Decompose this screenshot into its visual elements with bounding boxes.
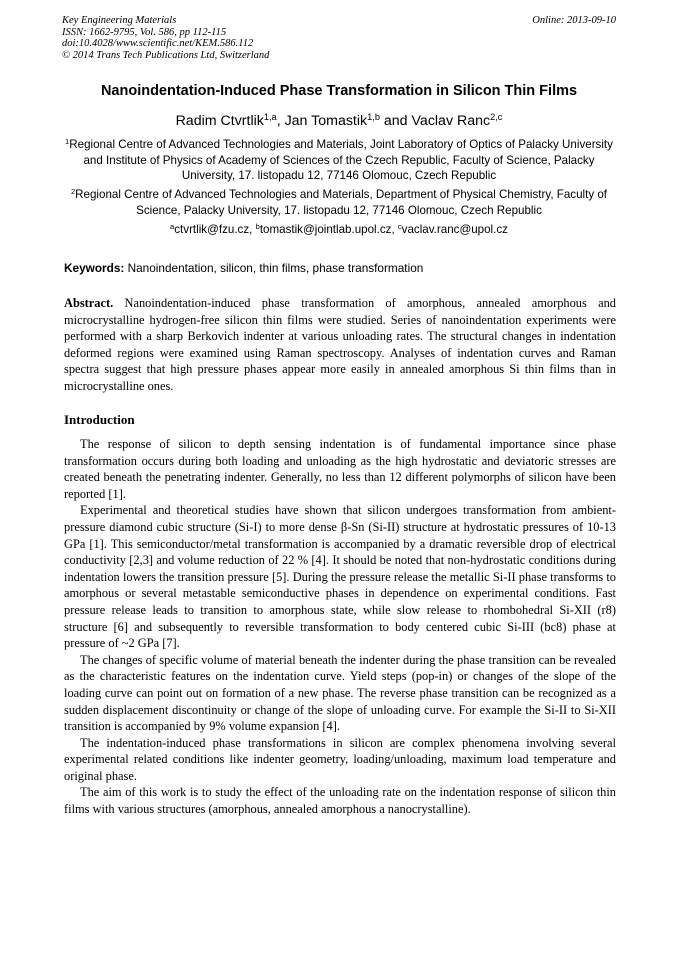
author-sup: 1,b [367, 111, 380, 122]
author: Radim Ctvrtlik$^{1,a}$, [175, 111, 285, 129]
copyright-line: © 2014 Trans Tech Publications Ltd, Switzerland [62, 49, 270, 61]
abstract-label: Abstract. [64, 296, 114, 310]
author: Jan Tomastik$^{1,b}$ and [284, 111, 412, 129]
affiliation-text: Regional Centre of Advanced Technologies and Materials, Department of Physical Chemistry, Faculty of Science, Palacky University, 17. listopadu 12, 77146 Olomouc, Czech Republic [75, 188, 608, 217]
email-link[interactable]: vaclav.ranc@upol.cz [401, 223, 508, 236]
affiliation-text: Regional Centre of Advanced Technologies and Materials, Joint Laboratory of Optics of Palacky University and Institute of Physics of Academy of Sciences of the Czech Republic, Faculty of Science, Palacky University, 17. listopadu 12, 77146 Olomouc, Czech Republic [69, 138, 613, 182]
affiliation-sup: 2 [70, 186, 76, 196]
issn-line: ISSN: 1662-9795, Vol. 586, pp 112-115 [62, 26, 227, 38]
author-name: Vaclav Ranc [411, 113, 491, 129]
journal-header [62, 15, 616, 61]
author-list [40, 112, 638, 130]
keywords [64, 260, 616, 276]
section-heading-introduction: Introduction [64, 412, 135, 427]
paper-title: Nanoindentation-Induced Phase Transformation in Silicon Thin Films [100, 83, 578, 99]
email-list: $^a$ctvrtlik@fzu.cz, $^b$tomastik@jointlab.upol.cz, $^c$vaclav.ranc@upol.cz [170, 221, 508, 236]
author-sup: 2,c [490, 111, 503, 122]
author-name: Radim Ctvrtlik [175, 113, 264, 129]
abstract [64, 295, 616, 395]
affiliation-1 [62, 137, 616, 184]
keywords-label: Keywords: [64, 261, 125, 275]
author-name: Jan Tomastik [284, 113, 368, 129]
doi-line: doi:10.4028/www.scientific.net/KEM.586.112 [62, 38, 254, 49]
paragraph: The aim of this work is to study the effect of the unloading rate on the indentation response of silicon thin films with various structures (amorphous, annealed amorphous a nanocrystalline). [64, 785, 616, 817]
affiliation-sup: 1 [65, 136, 70, 146]
author [412, 113, 503, 129]
keywords-text: Nanoindentation, silicon, thin films, phase transformation [124, 261, 424, 275]
abstract-text: Nanoindentation-induced phase transformation of amorphous, annealed amorphous and microcrystalline hydrogen-free silicon thin films were studied. Series of nanoindentation experiments were performed with a sharp Berkovich indenter at various unloading rates. The structural changes in indentation deformed regions were examined using Raman spectroscopy. Analyses of indentation curves and Raman spectra suggest that high pressure phases appear more easily in annealed amorphous Si thin films than in microcrystalline ones. [64, 296, 616, 393]
online-date: Online: 2013-09-10 [532, 15, 616, 26]
email-link[interactable]: ctvrtlik@fzu.cz [174, 223, 250, 236]
affiliation-2 [62, 187, 616, 218]
journal-name: Key Engineering Materials [62, 15, 177, 26]
paragraph: The response of silicon to depth sensing indentation is of fundamental importance since phase transformation occurs during both loading and unloading as the high hydrostatic and deviatoric stresses are created beneath the penetrating indenter. Generally, no less than 12 different polymorphs of silicon have been reported [1]. [64, 437, 616, 501]
author-sup: 1,a [263, 111, 277, 122]
introduction-body [64, 436, 616, 818]
email-link[interactable]: tomastik@jointlab.upol.cz [259, 223, 392, 236]
paragraph: Experimental and theoretical studies have shown that silicon undergoes transformation from ambient-pressure diamond cubic structure (Si-I) to more dense β-Sn (Si-II) structure at hydrostatic pressures of 10-13 GPa [1]. This semiconductor/metal transformation is accompanied by a dramatic reversible drop of electrical conductivity [2,3] and volume reduction of 22 % [4]. It should be noted that non-hydrostatic conditions during indentation lowers the transition pressure [5]. During the pressure release the metallic Si-II phase transforms to amorphous or several metastable semiconductive phases in dependence on experimental conditions. Fast pressure release leads to transition to amorphous state, while slow release to rhombohedral Si-XII (r8) structure [6] and subsequently to reversible transformation to body centered cubic Si-III (bc8) phase at pressure of ~2 GPa [7]. [64, 503, 616, 651]
paragraph: The indentation-induced phase transformations in silicon are complex phenomena involving several experimental related conditions like indenter geometry, loading/unloading, maximum load temperature and original phase. [64, 735, 616, 783]
paragraph: The changes of specific volume of material beneath the indenter during the phase transition can be revealed as the characteristic features on the indentation curve. Yield steps (pop-in) or changes of the slope of the loading curve can point out on formation of a new phase. The reverse phase transition can be recognized as a sudden displacement discontinuity or change of the slope of unloading curve. For example the Si-II to Si-XII transition is accompanied by 9% volume expansion [4]. [64, 652, 616, 734]
